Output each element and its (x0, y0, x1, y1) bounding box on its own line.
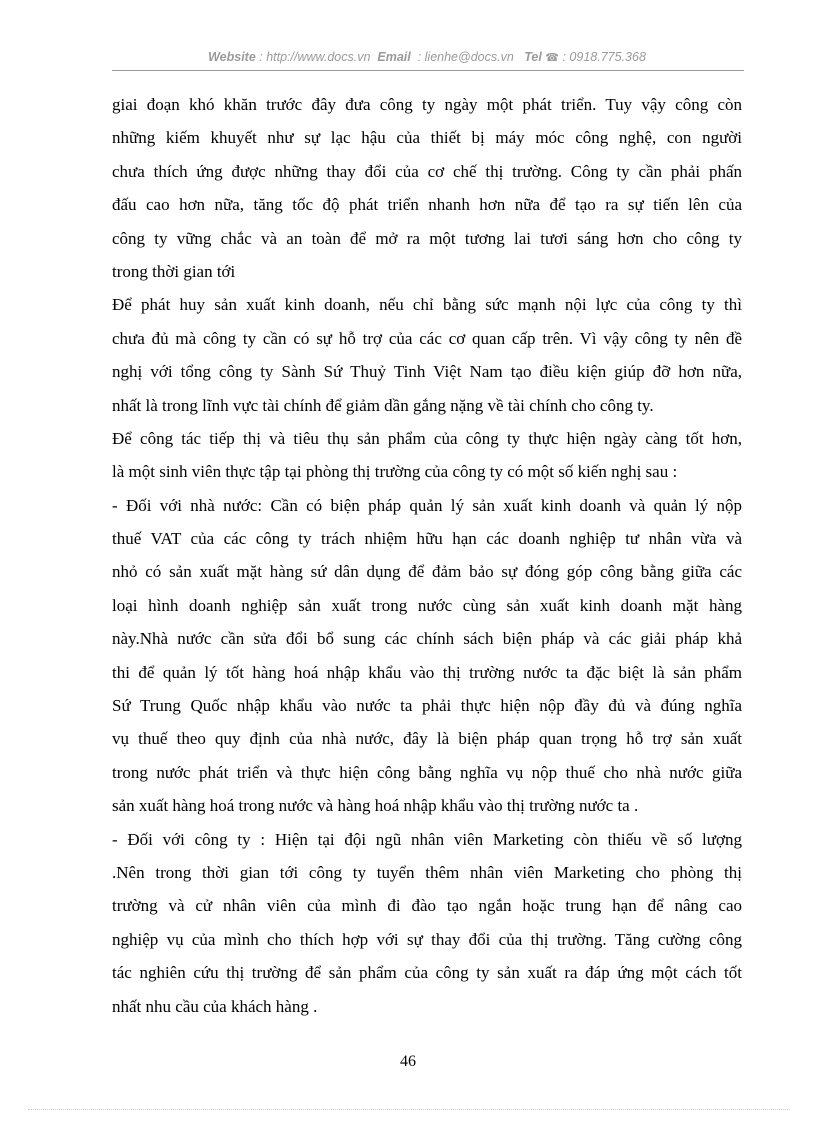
text-line: những kiếm khuyết như sự lạc hậu của thiết bị máy móc công nghệ, con người (112, 128, 742, 148)
text-line: nhất là trong lĩnh vực tài chính để giảm dần gắng nặng về tài chính cho công ty. (112, 395, 654, 415)
text-line: là một sinh viên thực tập tại phòng thị trường của công ty có một số kiến nghị sau : (112, 462, 678, 482)
text-line: này.Nhà nước cần sửa đổi bổ sung các chính sách biện pháp và các giải pháp khả (112, 629, 742, 649)
text-line: loại hình doanh nghiệp sản xuất trong nước cùng sản xuất kinh doanh mặt hàng (112, 595, 742, 615)
website-label: Website (208, 50, 256, 64)
text-line: nhỏ có sản xuất mặt hàng sứ dân dụng để đảm bảo sự đóng góp công bằng giữa các (112, 562, 742, 582)
header-divider (112, 70, 744, 71)
email-value: : lienhe@docs.vn (417, 50, 514, 64)
text-line: Để công tác tiếp thị và tiêu thụ sản phẩm của công ty thực hiện ngày càng tốt hơn, (112, 428, 742, 448)
tel-label: Tel (524, 50, 542, 64)
page-bottom-border (28, 1109, 788, 1110)
text-line: vụ thuế theo quy định của nhà nước, đây là biện pháp quan trọng hỗ trợ sản xuất (112, 729, 742, 749)
text-line: sản xuất hàng hoá trong nước và hàng hoá nhập khẩu vào thị trường nước ta . (112, 796, 639, 816)
text-line: nghị với tổng công ty Sành Sứ Thuỷ Tinh Việt Nam tạo điều kiện giúp đỡ hơn nữa, (112, 362, 742, 382)
page-header (112, 50, 742, 64)
text-line: trong nước phát triển và thực hiện công bằng nghĩa vụ nộp thuế cho nhà nước giữa (112, 762, 742, 782)
tel-value: : 0918.775.368 (562, 50, 646, 64)
text-line: chưa thích ứng được những thay đổi của cơ chế thị trường. Công ty cần phải phấn (112, 161, 742, 181)
text-line: Sứ Trung Quốc nhập khẩu vào nước ta phải thực hiện nộp đầy đủ và đúng nghĩa (112, 696, 742, 716)
page-number: 46 (400, 1053, 416, 1070)
text-line: tác nghiên cứu thị trường để sản phẩm của công ty sản xuất ra đáp ứng một cách tốt (112, 963, 742, 983)
text-line: công ty vững chắc và an toàn để mở ra một tương lai tươi sáng hơn cho công ty (112, 228, 742, 248)
document-body (112, 88, 742, 1023)
text-line: - Đối với công ty : Hiện tại đội ngũ nhân viên Marketing còn thiếu về số lượng (112, 829, 742, 849)
phone-icon: ☎ (545, 52, 559, 64)
text-line: thuế VAT của các công ty trách nhiệm hữu hạn các doanh nghiệp tư nhân vừa và (112, 529, 742, 549)
text-line: giai đoạn khó khăn trước đây đưa công ty ngày một phát triển. Tuy vậy công còn (112, 95, 742, 114)
website-value: : http://www.docs.vn (259, 50, 371, 64)
text-line: - Đối với nhà nước: Cần có biện pháp quản lý sản xuất kinh doanh và quản lý nộp (112, 495, 742, 515)
text-line: nghiệp vụ của mình cho thích hợp với sự thay đổi của thị trường. Tăng cường công (112, 929, 742, 949)
email-label: Email (377, 50, 411, 64)
text-line: nhất nhu cầu của khách hàng . (112, 996, 318, 1016)
text-line: .Nên trong thời gian tới công ty tuyển thêm nhân viên Marketing cho phòng thị (112, 862, 742, 882)
text-line: trong thời gian tới (112, 261, 236, 281)
text-line: trường và cử nhân viên của mình đi đào tạo ngắn hoặc trung hạn để nâng cao (112, 896, 742, 916)
text-line: thi để quản lý tốt hàng hoá nhập khẩu vào thị trường nước ta đặc biệt là sản phẩm (112, 662, 742, 682)
text-line: chưa đủ mà công ty cần có sự hỗ trợ của các cơ quan cấp trên. Vì vậy công ty nên đề (112, 328, 742, 348)
text-line: Để phát huy sản xuất kinh doanh, nếu chỉ bằng sức mạnh nội lực của công ty thì (112, 295, 742, 315)
text-line: đấu cao hơn nữa, tăng tốc độ phát triển nhanh hơn nữa để tạo ra sự tiến lên của (112, 195, 742, 215)
